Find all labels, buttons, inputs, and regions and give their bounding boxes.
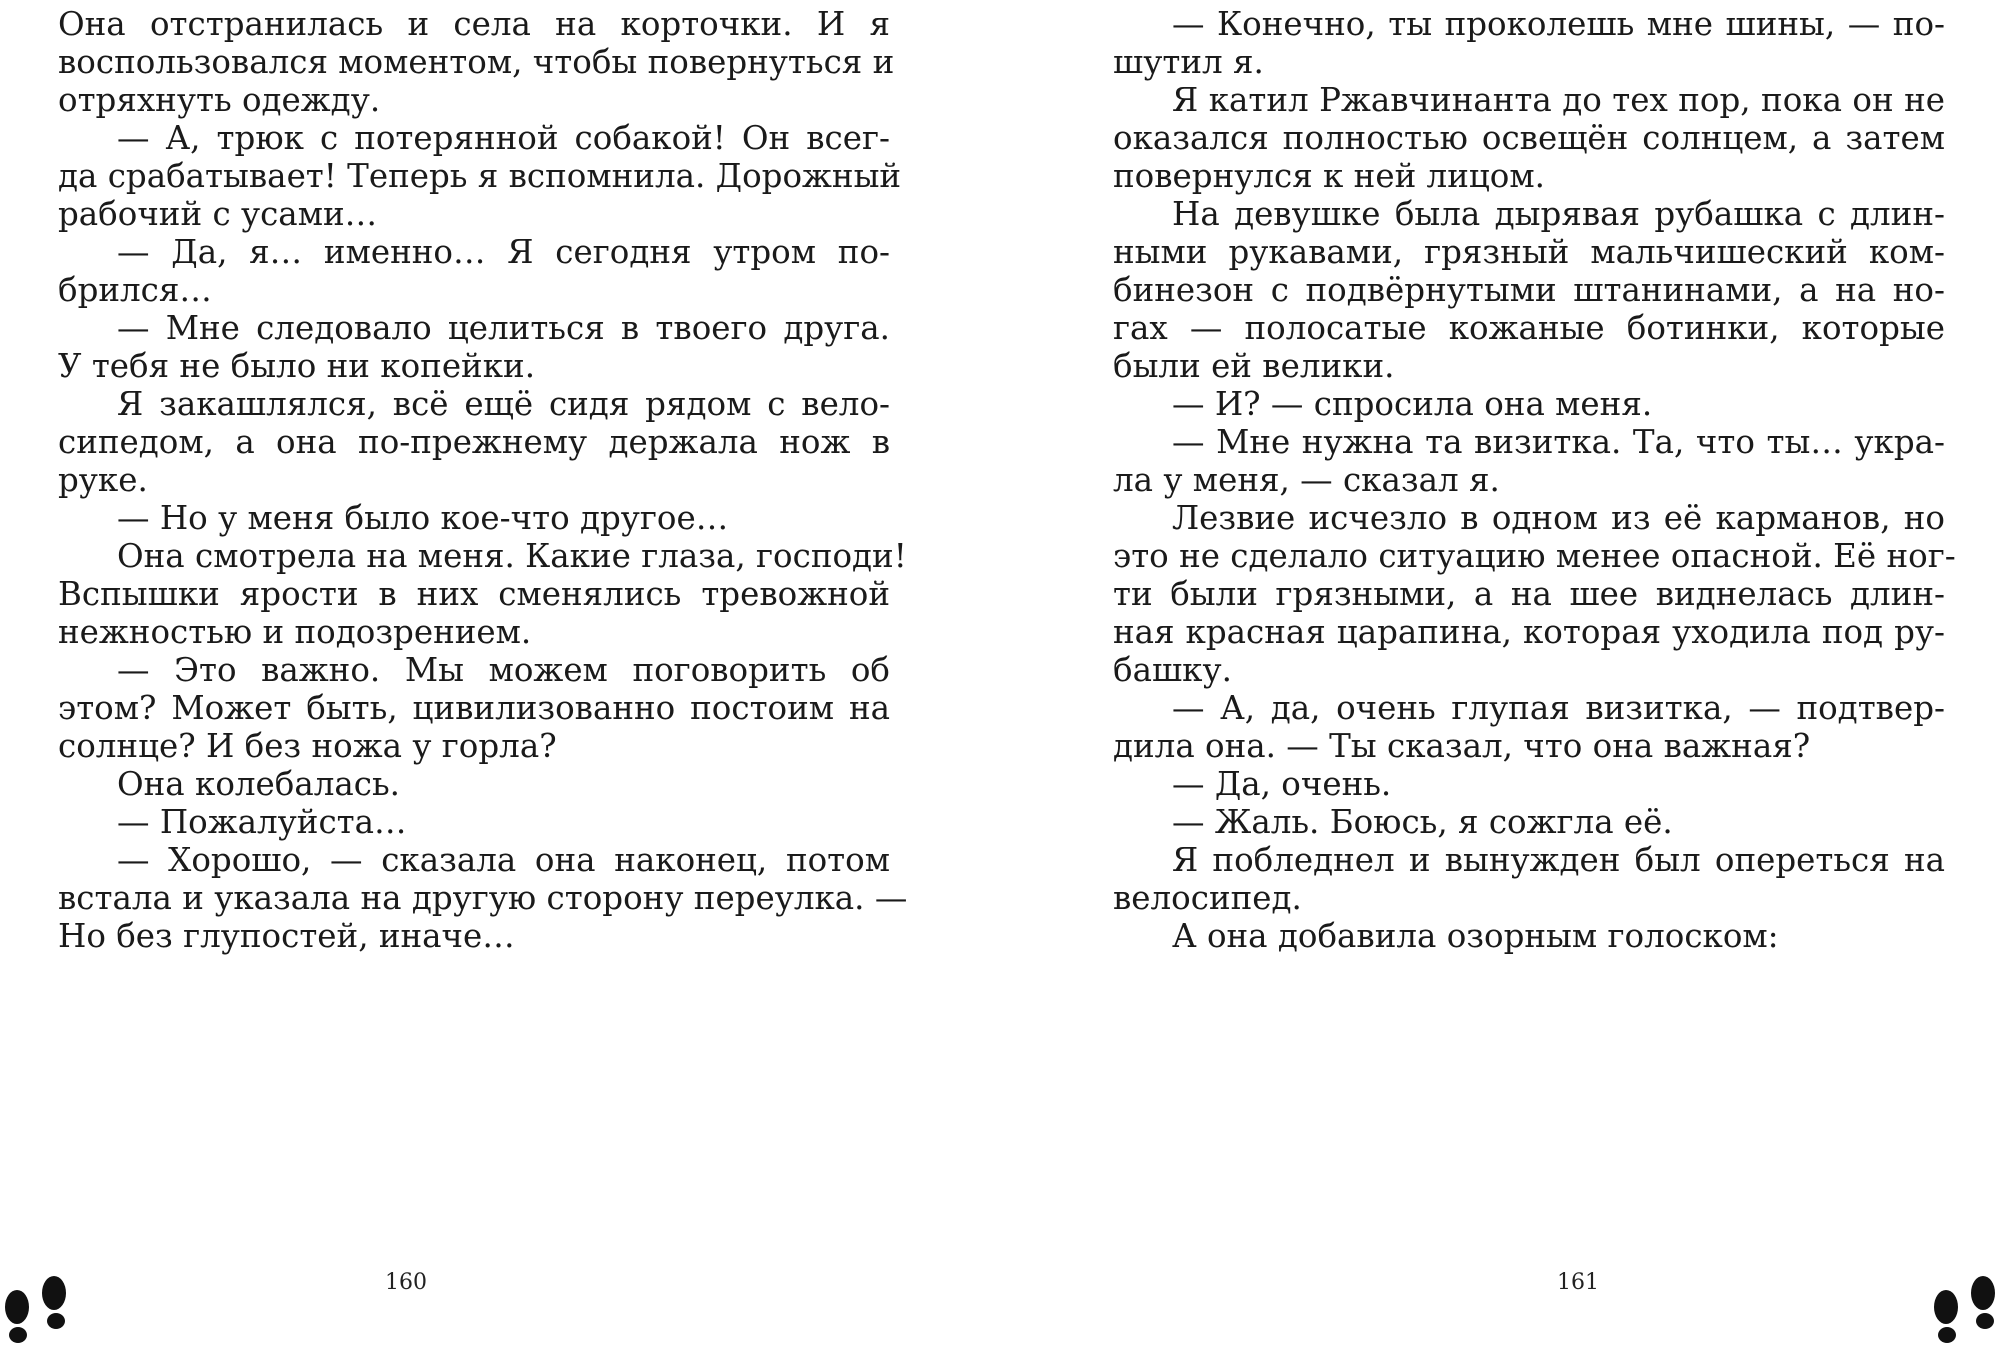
text-line: сипедом, а она по-прежнему держала нож в <box>58 423 890 461</box>
text-line: Она отстранилась и села на корточки. И я <box>58 5 890 43</box>
text-line: да срабатывает! Теперь я вспомнила. Дорожный <box>58 157 902 195</box>
text-line: Я побледнел и вынужден был опереться на <box>1172 841 1945 879</box>
text-line: этом? Может быть, цивилизованно постоим на <box>58 689 890 727</box>
footprints-icon <box>0 1268 78 1344</box>
text-line: Она колебалась. <box>117 765 400 803</box>
text-line: встала и указала на другую сторону переулка. — <box>58 879 908 917</box>
text-line: — А, да, очень глупая визитка, — подтвер- <box>1172 689 1945 727</box>
left-page <box>58 0 908 1360</box>
text-line: воспользовался моментом, чтобы повернуться и <box>58 43 895 81</box>
footprints-icon <box>1926 1268 2000 1344</box>
text-line: Она смотрела на меня. Какие глаза, господи! <box>117 537 907 575</box>
text-line: гах — полосатые кожаные ботинки, которые <box>1113 309 1945 347</box>
page-number-right: 161 <box>1557 1270 1599 1295</box>
text-line: Но без глупостей, иначе… <box>58 917 515 955</box>
text-line: руке. <box>58 461 148 499</box>
text-line: — Это важно. Мы можем поговорить об <box>117 651 890 689</box>
text-line: ла у меня, — сказал я. <box>1113 461 1500 499</box>
text-line: дила она. — Ты сказал, что она важная? <box>1113 727 1811 765</box>
text-line: башку. <box>1113 651 1232 689</box>
text-line: шутил я. <box>1113 43 1264 81</box>
text-line: бинезон с подвёрнутыми штанинами, а на но- <box>1113 271 1945 309</box>
text-line: — Пожалуйста… <box>117 803 407 841</box>
text-line: ная красная царапина, которая уходила под ру- <box>1113 613 1945 651</box>
text-line: А она добавила озорным голоском: <box>1172 917 1779 955</box>
text-line: — Мне нужна та визитка. Та, что ты… укра- <box>1172 423 1945 461</box>
text-line: ти были грязными, а на шее виднелась длин- <box>1113 575 1945 613</box>
text-line: рабочий с усами… <box>58 195 378 233</box>
text-line: Вспышки ярости в них сменялись тревожной <box>58 575 890 613</box>
text-line: отряхнуть одежду. <box>58 81 381 119</box>
text-line: ными рукавами, грязный мальчишеский ком- <box>1113 233 1945 271</box>
right-page <box>1113 0 1956 1360</box>
text-line: Лезвие исчезло в одном из её карманов, но <box>1172 499 1945 537</box>
text-line: это не сделало ситуацию менее опасной. Её ног- <box>1113 537 1956 575</box>
text-line: оказался полностью освещён солнцем, а затем <box>1113 119 1945 157</box>
page-number-left: 160 <box>385 1270 427 1295</box>
text-line: нежностью и подозрением. <box>58 613 532 651</box>
text-line: солнце? И без ножа у горла? <box>58 727 557 765</box>
text-line: — А, трюк с потерянной собакой! Он всег- <box>117 119 890 157</box>
text-line: были ей велики. <box>1113 347 1395 385</box>
text-line: — И? — спросила она меня. <box>1172 385 1653 423</box>
text-line: повернулся к ней лицом. <box>1113 157 1545 195</box>
text-line: Я катил Ржавчинанта до тех пор, пока он не <box>1172 81 1945 119</box>
text-line: — Да, очень. <box>1172 765 1392 803</box>
text-line: — Но у меня было кое-что другое… <box>117 499 729 537</box>
text-line: — Конечно, ты проколешь мне шины, — по- <box>1172 5 1945 43</box>
text-line: брился… <box>58 271 212 309</box>
text-line: На девушке была дырявая рубашка с длин- <box>1172 195 1945 233</box>
text-line: — Хорошо, — сказала она наконец, потом <box>117 841 890 879</box>
text-line: — Да, я… именно… Я сегодня утром по- <box>117 233 890 271</box>
text-line: — Жаль. Боюсь, я сожгла её. <box>1172 803 1673 841</box>
text-line: У тебя не было ни копейки. <box>58 347 536 385</box>
text-line: Я закашлялся, всё ещё сидя рядом с вело- <box>117 385 890 423</box>
text-line: велосипед. <box>1113 879 1302 917</box>
text-line: — Мне следовало целиться в твоего друга. <box>117 309 890 347</box>
